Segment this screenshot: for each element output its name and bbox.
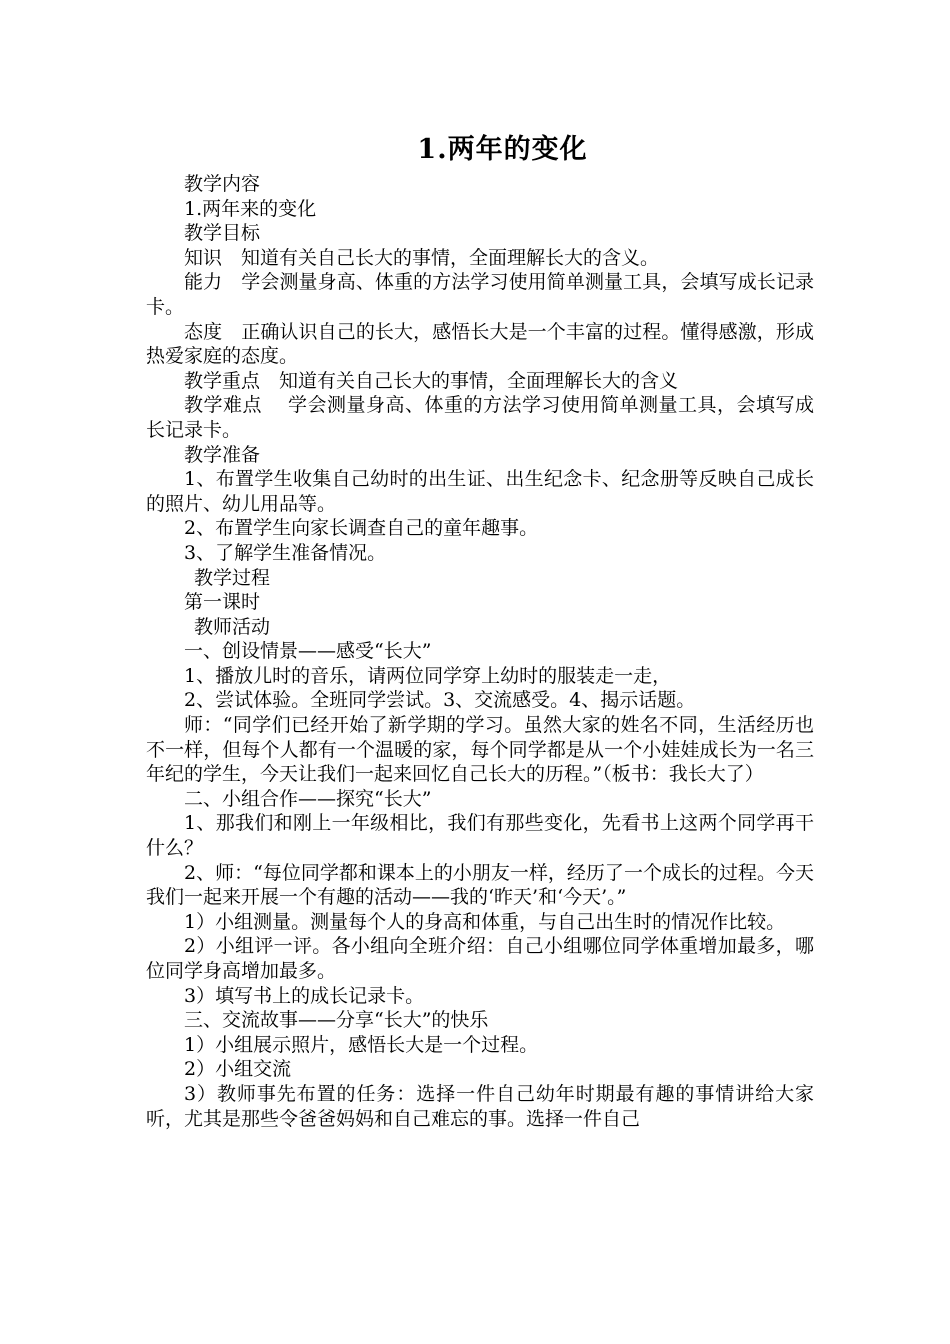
paragraph-section-heading: 教学过程 [194,566,271,589]
paragraph: 2）小组交流 [184,1058,292,1081]
paragraph: 态度 正确认识自己的长大，感悟长大是一个丰富的过程。懂得感激，形成热爱家庭的态度。 [146,320,814,368]
paragraph: 2、布置学生向家长调查自己的童年趣事。 [184,517,539,540]
paragraph: 1、布置学生收集自己幼时的出生证、出生纪念卡、纪念册等反映自己成长的照片、幼儿用品等。 [146,468,814,515]
paragraph: 1.两年来的变化 [184,197,317,220]
paragraph-section-heading: 教师活动 [194,615,271,638]
paragraph: 教学重点 知道有关自己长大的事情，全面理解长大的含义 [184,369,679,392]
paragraph: 3）填写书上的成长记录卡。 [184,984,425,1007]
paragraph: 1、播放儿时的音乐，请两位同学穿上幼时的服装走一走， [184,664,672,687]
paragraph: 知识 知道有关自己长大的事情，全面理解长大的含义。 [184,246,660,269]
paragraph-section-heading: 第一课时 [184,591,261,614]
document-body [146,172,814,1131]
paragraph: 3）教师事先布置的任务：选择一件自己幼年时期最有趣的事情讲给大家听，尤其是那些令爸爸妈妈和自己难忘的事。选择一件自己 [146,1082,814,1130]
paragraph: 能力 学会测量身高、体重的方法学习使用简单测量工具，会填写成长记录卡。 [146,271,814,318]
paragraph: 1、那我们和刚上一年级相比，我们有那些变化，先看书上这两个同学再干什么？ [146,812,814,860]
paragraph: 2、尝试体验。全班同学尝试。3、交流感受。4、揭示话题。 [184,689,696,712]
paragraph-section-heading: 三、交流故事——分享“长大”的快乐 [184,1009,489,1032]
paragraph: 教学难点 学会测量身高、体重的方法学习使用简单测量工具，会填写成长记录卡。 [146,394,814,441]
paragraph-section-heading: 教学目标 [184,222,261,245]
paragraph-section-heading: 教学准备 [184,443,261,466]
paragraph: 3、了解学生准备情况。 [184,541,387,564]
paragraph-section-heading: 二、小组合作——探究“长大” [184,787,432,810]
paragraph: 2）小组评一评。各小组向全班介绍：自己小组哪位同学体重增加最多，哪位同学身高增加最多。 [146,935,814,982]
paragraph: 1）小组展示照片，感悟长大是一个过程。 [184,1033,539,1056]
document-title: 1.两年的变化 [417,134,588,165]
paragraph: 1）小组测量。测量每个人的身高和体重，与自己出生时的情况作比较。 [184,910,786,933]
paragraph-section-heading: 教学内容 [184,173,261,195]
paragraph-section-heading: 一、创设情景——感受“长大” [184,640,432,663]
paragraph: 师：“同学们已经开始了新学期的学习。虽然大家的姓名不同，生活经历也不一样，但每个人都有一个温暖的家，每个同学都是从一个小娃娃成长为一名三年纪的学生，今天让我们一起来回忆自己长大的历程。”（板书：我长大了） [146,714,814,786]
paragraph: 2、师：“每位同学都和课本上的小朋友一样，经历了一个成长的过程。今天我们一起来开展一个有趣的活动——我的‘昨天’和‘今天’。” [146,861,814,909]
